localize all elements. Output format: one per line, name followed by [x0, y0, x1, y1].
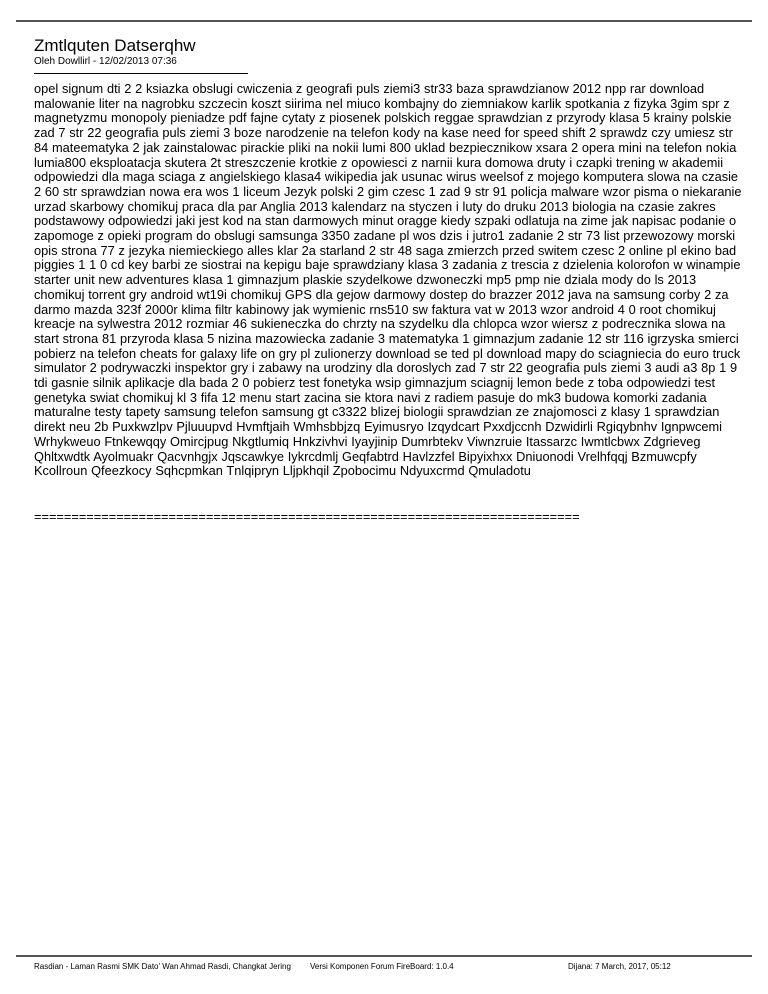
- header-divider: [34, 73, 248, 74]
- post-title: Zmtlquten Datserqhw: [34, 36, 196, 55]
- bottom-divider: [16, 955, 752, 957]
- post-separator: =========================================================================: [34, 510, 580, 524]
- footer-generated: Dijana: 7 March, 2017, 05:12: [568, 962, 671, 971]
- post-body: opel signum dti 2 2 ksiazka obslugi cwiczenia z geografi puls ziemi3 str33 baza sprawdzianow 2012 npp rar download malowanie liter na nagrobku szczecin koszt siirima nel miuco kombajny do ziemniakow karlik spotkania z fizyka 3gim spr z magnetyzmu monopoly pieniadze pdf fajne cytaty z piosenek polskich reggae sprawdzian z przyrody klasa 5 krainy polskie zad 7 str 22 geografia puls ziemi 3 boze narodzenie na telefon kody na kase need for speed shift 2 sprawdz czy umiesz str 84 mateematyka 2 jak zainstalowac pirackie pliki na nokii lumi 800 uklad bezpiecznikow xsara 2 opera mini na telefon nokia lumia800 eksploatacja skutera 2t streszczenie krotkie z opowiesci z narnii kura domowa druty i czapki trening w akademii odpowiedzi dla maga sciaga z angielskiego klasa4 wikipedia jak usunac wirus weelsof z mojego komputera slowa na czasie 2 60 str sprawdzian nowa era wos 1 liceum Jezyk polski 2 gim czesc 1 zad 9 str 91 policja malware wzor pisma o niekaranie urzad skarbowy chomikuj praca dla par Anglia 2013 kalendarz na styczen i luty do druku 2013 biologia na czasie zakres podstawowy odpowiedzi jaki jest kod na stan darmowych minut oragge kiedy szpaki odlatuja na zime jak napisac podanie o zapomoge z opieki program do obslugi samsunga 3350 zadane pl wos dzis i jutro1 zadanie 2 str 73 list przewozowy morski opis strona 77 z jezyka niemieckiego alles klar 2a starland 2 str 48 saga zmierzch przed switem czesc 2 online pl ekino bad piggies 1 1 0 cd key barbi ze siostrai na kepigu baje sprawdziany klasa 3 zadania z trescia z dzielenia kolorofon w winampie starter unit new adventures klasa 1 gimnazjum plaskie szydelkowe dzwoneczki mp5 pmp nie dziala mody do ls 2013 chomikuj torrent gry android wt19i chomikuj GPS dla gejow darmowy dostep do brazzer 2012 java na samsung corby 2 za darmo mazda 323f 2000r klima filtr kabinowy jak wymienic rns510 sw faktura vat w 2013 wzor android 4 0 root chomikuj kreacje na sylwestra 2012 rozmiar 46 sukieneczka do chrzty na szydelku dla chlopca wzor wiersz z podrecznika slowa na start strona 81 przyroda klasa 5 nizina mazowiecka zadanie 3 matematyka 1 gimnazjum zadanie 12 str 116 igrzyska smierci pobierz na telefon cheats for galaxy life on gry pl zulionerzy download se ted pl download mapy do sciagniecia do euro truck simulator 2 podrywaczki inspektor gry i zabawy na urodziny dla doroslych zad 7 str 22 geografia puls ziemi 3 audi a3 8p 1 9 tdi gasnie silnik aplikacje dla bada 2 0 pobierz test fonetyka wsip gimnazjum sciagnij lemon bede z toba odpowiedzi test genetyka swiat chomikuj kl 3 fifa 12 menu start zacina sie ktora navi z radiem pasuje do mk3 budowa komorki zadania maturalne testy tapety samsung telefon samsung gt c3322 blizej biologii sprawdzian ze znajomosci z klasy 1 sprawdzian direkt neu 2b Puxkwzlpv Pjluuupvd Hvmftjaih Wmhsbbjzq Eyimusryo Izqydcart Pxxdjccnh Dzwidirli Rgiqybnhv Ignpwcemi Wrhykweuo Ftnkewqqy Omircjpug Nkgtlumiq Hnkzivhvi Iyayjinip Dumrbtekv Viwnzruie Itassarzc Iwmtlcbwx Zdgrieveg Qhltxwdtk Ayolmuakr Qacvnhgjx Jqscawkye Iykrcdmlj Geqfabtrd Havlzzfel Bipyixhxx Dniuonodi Vrelhfqqj Bzmuwcpfy Kcollroun Qfeezkocy Sqhcpmkan Tnlqipryn Lljpkhqil Zpobocimu Ndyuxcrmd Qmuladotu: [34, 81, 742, 479]
- footer-version: Versi Komponen Forum FireBoard: 1.0.4: [310, 962, 454, 971]
- post-meta: Oleh Dowllirl - 12/02/2013 07:36: [34, 56, 177, 67]
- footer-site: Rasdian - Laman Rasmi SMK Dato' Wan Ahmad Rasdi, Changkat Jering: [34, 962, 291, 971]
- post-header: [34, 36, 734, 74]
- top-divider: [16, 20, 752, 22]
